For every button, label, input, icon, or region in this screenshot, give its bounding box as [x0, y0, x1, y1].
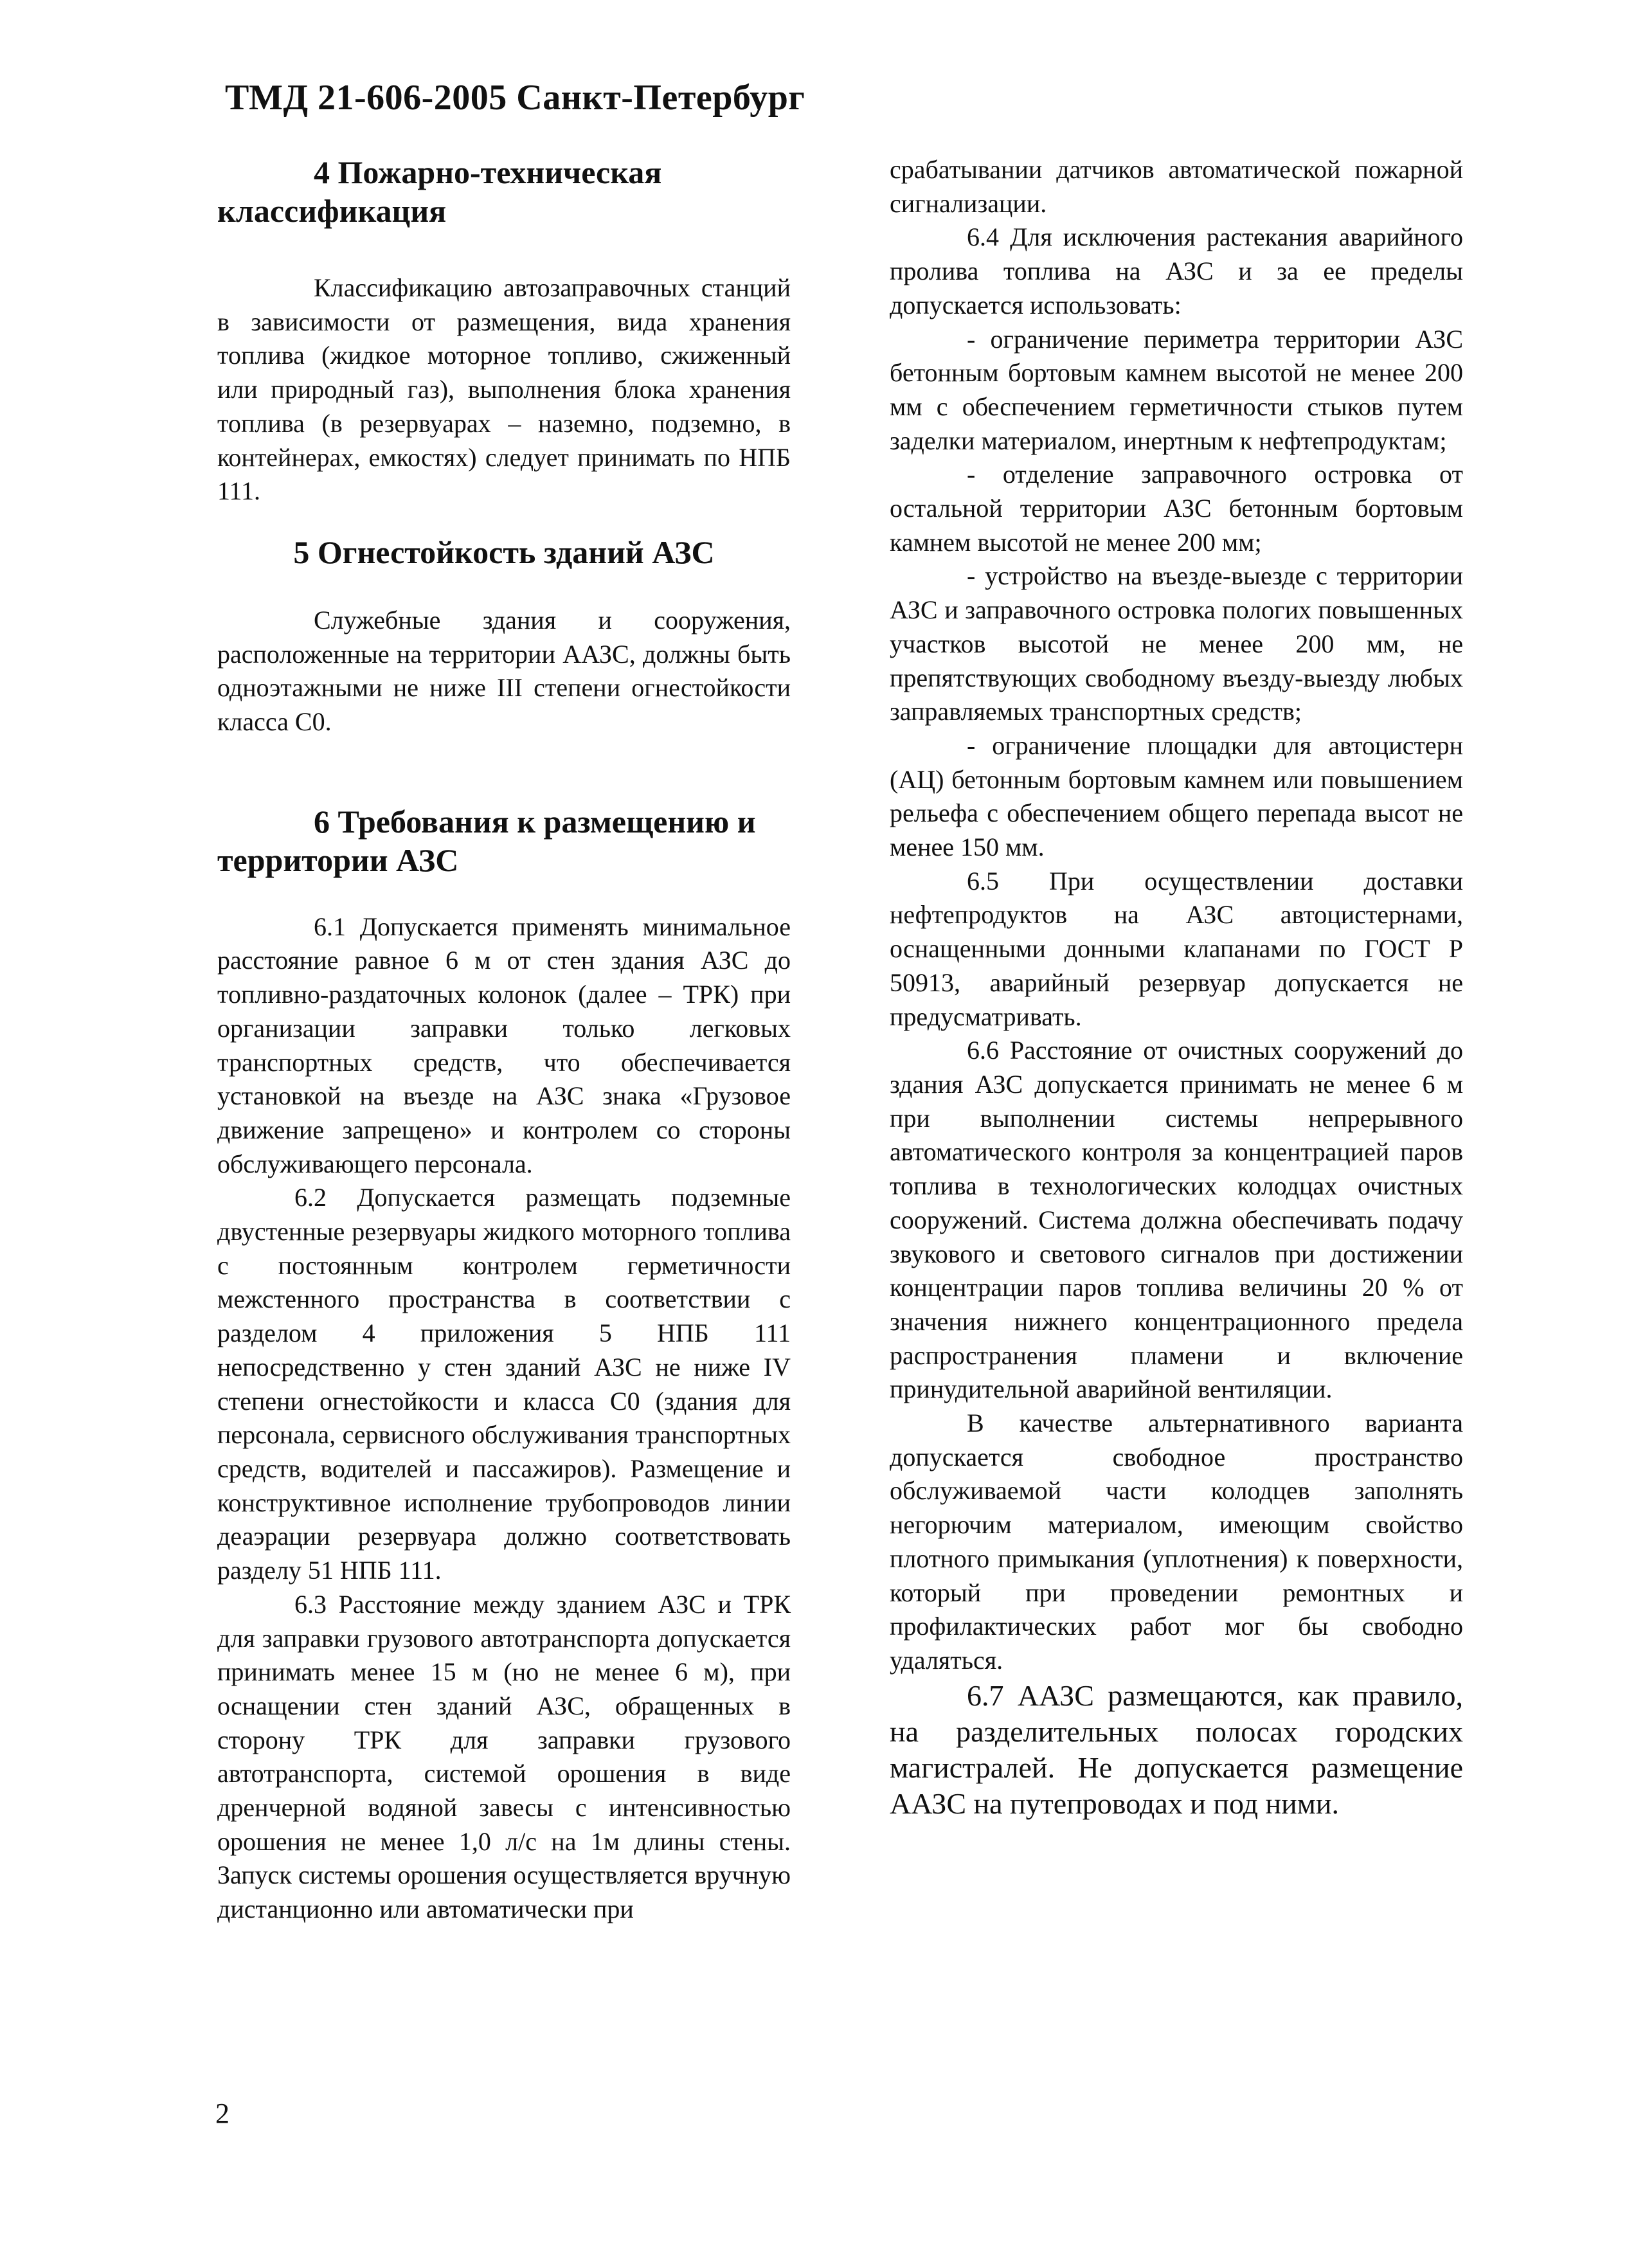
clause-6-4-item-b: - отделение заправочного островка от остальной территории АЗС бетонным бортовым камнем высотой не менее 200 мм; [890, 460, 1463, 557]
section-5-paragraph: Служебные здания и сооружения, расположенные на территории ААЗС, должны быть одноэтажными не ниже III степени огнестойкости класса С0. [217, 605, 791, 737]
clause-6-4-item-d: - ограничение площадки для автоцистерн (АЦ) бетонным бортовым камнем или повышением рельефа с обеспечением общего перепада высот не менее 150 мм. [890, 730, 1463, 862]
clause-6-7: 6.7 ААЗС размещаются, как правило, на разделительных полосах городских магистралей. Не допускается размещение ААЗС на путепроводах и под ними. [890, 1679, 1463, 1820]
clause-6-4-item-a: - ограничение периметра территории АЗС бетонным бортовым камнем высотой не менее 200 мм с обеспечением герметичности стыков путем заделки материалом, инертным к нефтепродуктам; [890, 324, 1463, 455]
section-5-title: 5 Огнестойкость зданий АЗС [293, 534, 715, 570]
clause-6-1: 6.1 Допускается применять минимальное расстояние равное 6 м от стен здания АЗС до топливно-раздаточных колонок (далее – ТРК) при организации заправки только легковых транспортных средств, что обеспечивается установкой на въезде на АЗС знака «Грузовое движение запрещено» и контролем со стороны обслуживающего персонала. [217, 912, 791, 1178]
section-6-title: 6 Требования к размещению и территории АЗС [217, 803, 756, 878]
clause-6-6-alternative: В качестве альтернативного варианта допускается свободное пространство обслуживаемой части колодцев заполнять негорючим материалом, имеющим свойство плотного примыкания (уплотнения) к поверхности, который при проведении ремонтных и профилактических работ мог бы свободно удаляться. [890, 1408, 1463, 1675]
clause-6-2: 6.2 Допускается размещать подземные двустенные резервуары жидкого моторного топлива с постоянным контролем герметичности межстенного пространства в соответствии с разделом 4 приложения 5 НПБ 111 непосредственно у стен зданий АЗС не ниже IV степени огнестойкости и класса С0 (здания для персонала, сервисного обслуживания транспортных средств, водителей и пассажиров). Размещение и конструктивное исполнение трубопроводов линии деаэрации резервуара должно соответствовать разделу 51 НПБ 111. [217, 1183, 791, 1585]
section-4-title: 4 Пожарно-техническая классификация [217, 154, 662, 229]
clause-6-3-continuation: срабатывании датчиков автоматической пожарной сигнализации. [890, 155, 1463, 218]
clause-6-6: 6.6 Расстояние от очистных сооружений до здания АЗС допускается принимать не менее 6 м при выполнении системы непрерывного автоматического контроля за концентрацией паров топлива в технологических колодцах очистных сооружений. Система должна обеспечивать подачу звукового и светового сигналов при достижении концентрации паров топлива величины 20 % от значения нижнего концентрационного предела распространения пламени и включение принудительной аварийной вентиляции. [890, 1036, 1463, 1404]
document-header: ТМД 21-606-2005 Санкт-Петербург [225, 78, 805, 118]
clause-6-4-item-c: - устройство на въезде-выезде с территории АЗС и заправочного островка пологих повышенных участков высотой не менее 200 мм, не препятствующих свободному въезду-выезду любых заправляемых транспортных средств; [890, 561, 1463, 726]
right-column [890, 153, 1463, 1822]
clause-6-3: 6.3 Расстояние между зданием АЗС и ТРК для заправки грузового автотранспорта допускается принимать менее 15 м (но не менее 6 м), при оснащении стен зданий АЗС, обращенных в сторону ТРК для заправки грузового автотранспорта, системой орошения в виде дренчерной водяной завесы с интенсивностью орошения не менее 1,0 л/с на 1м длины стены. Запуск системы орошения осуществляется вручную дистанционно или автоматически при [217, 1589, 791, 1924]
left-column [217, 153, 791, 1927]
section-4-paragraph: Классификацию автозаправочных станций в зависимости от размещения, вида хранения топлива (жидкое моторное топливо, сжиженный или природный газ), выполнения блока хранения топлива (в резервуарах – наземно, подземно, в контейнерах, емкостях) следует принимать по НПБ 111. [217, 273, 791, 506]
page-number: 2 [215, 2098, 229, 2129]
clause-6-5: 6.5 При осуществлении доставки нефтепродуктов на АЗС автоцистернами, оснащенными донными клапанами по ГОСТ Р 50913, аварийный резервуар допускается не предусматривать. [890, 866, 1463, 1031]
clause-6-4: 6.4 Для исключения растекания аварийного пролива топлива на АЗС и за ее пределы допускается использовать: [890, 222, 1463, 320]
